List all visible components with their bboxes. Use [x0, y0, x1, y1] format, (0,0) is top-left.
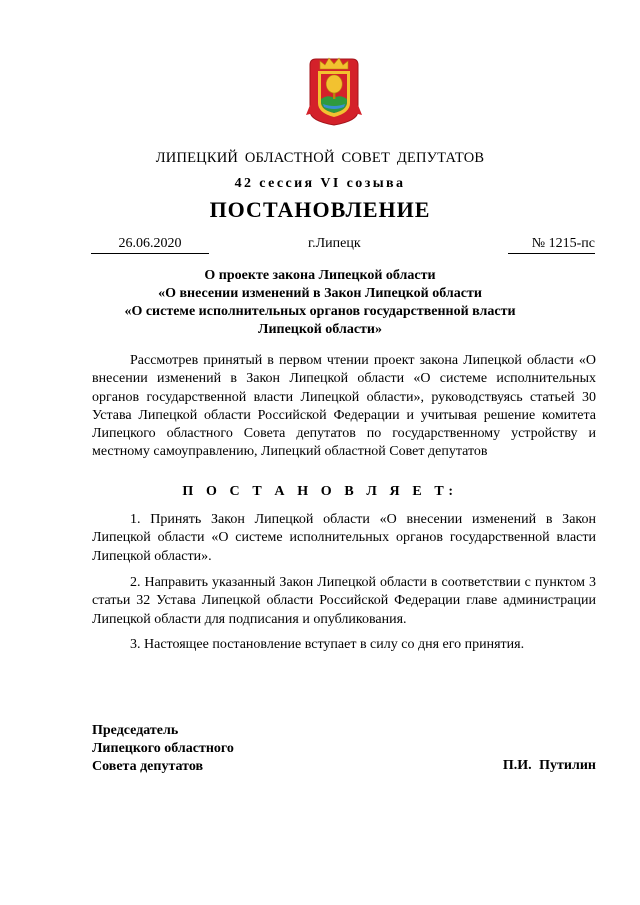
- signature-title-line: Председатель: [92, 723, 179, 738]
- resolves-heading: П О С Т А Н О В Л Я Е Т:: [182, 484, 458, 499]
- signature-title: [92, 722, 234, 776]
- subject-line: «О системе исполнительных органов государственной власти: [124, 304, 516, 319]
- decree-date: 26.06.2020: [91, 236, 209, 254]
- signature-title-line: Липецкого областного: [92, 741, 234, 756]
- decree-number: № 1215-пс: [508, 236, 595, 254]
- preamble-paragraph: Рассмотрев принятый в первом чтении проект закона Липецкой области «О внесении изменений в Закон Липецкой области «О системе исполнительных органов государственной власти Липецкой области», руководствуясь статьей 30 Устава Липецкой области Российской Федерации и учитывая решение комитета Липецкого областного Совета депутатов по государственному устройству и местному самоуправлению, Липецкий областной Совет депутатов: [92, 353, 596, 460]
- subject-line: О проекте закона Липецкой области: [204, 268, 436, 283]
- session-label: 42 сессия VI созыва: [234, 176, 406, 191]
- coat-of-arms-emblem: [306, 55, 362, 127]
- decree-subject: [60, 267, 580, 339]
- resolution-item-1: 1. Принять Закон Липецкой области «О внесении изменений в Закон Липецкой области «О системе исполнительных органов государственной власти Липецкой области».: [92, 512, 596, 564]
- document-type-title: ПОСТАНОВЛЕНИЕ: [209, 197, 431, 222]
- decree-city: г.Липецк: [308, 236, 361, 251]
- resolution-item-2: 2. Направить указанный Закон Липецкой области в соответствии с пунктом 3 статьи 32 Устава Липецкой области Российской Федерации главе администрации Липецкой области для подписания и опубликования.: [92, 575, 596, 627]
- signer-name: П.И. Путилин: [502, 758, 596, 773]
- subject-line: Липецкой области»: [258, 322, 382, 337]
- resolution-item-3: 3. Настоящее постановление вступает в силу со дня его принятия.: [130, 637, 525, 652]
- subject-line: «О внесении изменений в Закон Липецкой области: [158, 286, 482, 301]
- council-name: ЛИПЕЦКИЙ ОБЛАСТНОЙ СОВЕТ ДЕПУТАТОВ: [155, 150, 485, 166]
- signature-title-line: Совета депутатов: [92, 759, 204, 774]
